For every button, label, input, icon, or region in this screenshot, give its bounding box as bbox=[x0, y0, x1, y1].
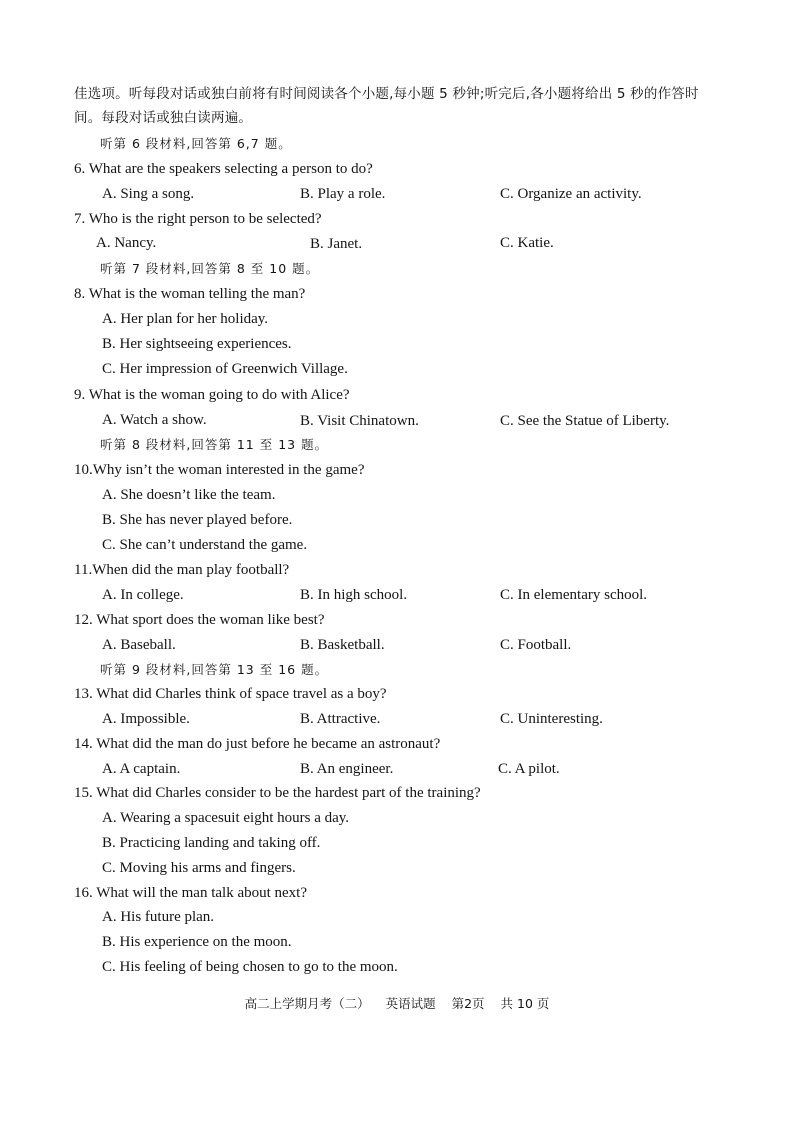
option-a: A. Her plan for her holiday. bbox=[102, 311, 269, 327]
option-a: A. Wearing a spacesuit eight hours a day. bbox=[102, 810, 350, 826]
question-stem: 13. What did Charles think of space travel as a boy? bbox=[74, 686, 387, 702]
option-a: A. Nancy. bbox=[96, 235, 157, 251]
footer-page-number: 第2页 bbox=[451, 996, 485, 1011]
section-heading: 听第 8 段材料,回答第 11 至 13 题。 bbox=[100, 437, 329, 452]
question-stem: 9. What is the woman going to do with Alice? bbox=[74, 387, 350, 403]
option-b: B. Janet. bbox=[310, 236, 363, 252]
option-c: C. Uninteresting. bbox=[500, 711, 603, 727]
option-b: B. Attractive. bbox=[300, 711, 381, 727]
option-c: C. His feeling of being chosen to go to the moon. bbox=[102, 959, 398, 975]
question-stem: 15. What did Charles consider to be the hardest part of the training? bbox=[74, 785, 481, 801]
question-stem: 12. What sport does the woman like best? bbox=[74, 612, 325, 628]
intro-line-1: 佳选项。听每段对话或独白前将有时间阅读各个小题,每小题 5 秒钟;听完后,各小题将给出 5 秒的作答时 bbox=[74, 86, 699, 102]
option-b: B. In high school. bbox=[300, 587, 408, 603]
footer-exam-name: 高二上学期月考（二） bbox=[244, 996, 370, 1011]
intro-line-2: 间。每段对话或独白读两遍。 bbox=[74, 110, 253, 126]
option-b: B. Practicing landing and taking off. bbox=[102, 835, 321, 851]
option-c: C. Her impression of Greenwich Village. bbox=[102, 361, 348, 377]
option-b: B. Basketball. bbox=[300, 637, 385, 653]
question-stem: 7. Who is the right person to be selected? bbox=[74, 211, 322, 227]
question-stem: 8. What is the woman telling the man? bbox=[74, 286, 306, 302]
option-a: A. In college. bbox=[102, 587, 184, 603]
footer-total-pages: 共 10 页 bbox=[500, 996, 550, 1011]
option-c: C. In elementary school. bbox=[500, 587, 648, 603]
option-c: C. A pilot. bbox=[498, 761, 560, 777]
question-stem: 6. What are the speakers selecting a person to do? bbox=[74, 161, 373, 177]
option-c: C. Moving his arms and fingers. bbox=[102, 860, 296, 876]
option-c: C. See the Statue of Liberty. bbox=[500, 413, 670, 429]
option-b: B. She has never played before. bbox=[102, 512, 293, 528]
option-a: A. A captain. bbox=[102, 761, 181, 777]
page-footer bbox=[0, 994, 794, 1012]
section-heading: 听第 9 段材料,回答第 13 至 16 题。 bbox=[100, 662, 329, 677]
option-a: A. Watch a show. bbox=[102, 412, 207, 428]
option-a: A. She doesn’t like the team. bbox=[102, 487, 276, 503]
footer-subject: 英语试题 bbox=[385, 996, 436, 1011]
section-heading: 听第 7 段材料,回答第 8 至 10 题。 bbox=[100, 261, 320, 276]
option-b: B. Visit Chinatown. bbox=[300, 413, 419, 429]
question-stem: 16. What will the man talk about next? bbox=[74, 885, 307, 901]
option-a: A. His future plan. bbox=[102, 909, 215, 925]
option-c: C. Organize an activity. bbox=[500, 186, 642, 202]
option-b: B. An engineer. bbox=[300, 761, 394, 777]
option-a: A. Impossible. bbox=[102, 711, 190, 727]
option-b: B. Play a role. bbox=[300, 186, 386, 202]
question-stem: 14. What did the man do just before he became an astronaut? bbox=[74, 736, 441, 752]
question-stem: 11.When did the man play football? bbox=[74, 562, 290, 578]
option-b: B. His experience on the moon. bbox=[102, 934, 292, 950]
option-a: A. Sing a song. bbox=[102, 186, 195, 202]
question-stem: 10.Why isn’t the woman interested in the game? bbox=[74, 462, 365, 478]
option-c: C. She can’t understand the game. bbox=[102, 537, 308, 553]
option-c: C. Football. bbox=[500, 637, 572, 653]
option-c: C. Katie. bbox=[500, 235, 554, 251]
option-b: B. Her sightseeing experiences. bbox=[102, 336, 292, 352]
section-heading: 听第 6 段材料,回答第 6,7 题。 bbox=[100, 136, 292, 151]
option-a: A. Baseball. bbox=[102, 637, 176, 653]
